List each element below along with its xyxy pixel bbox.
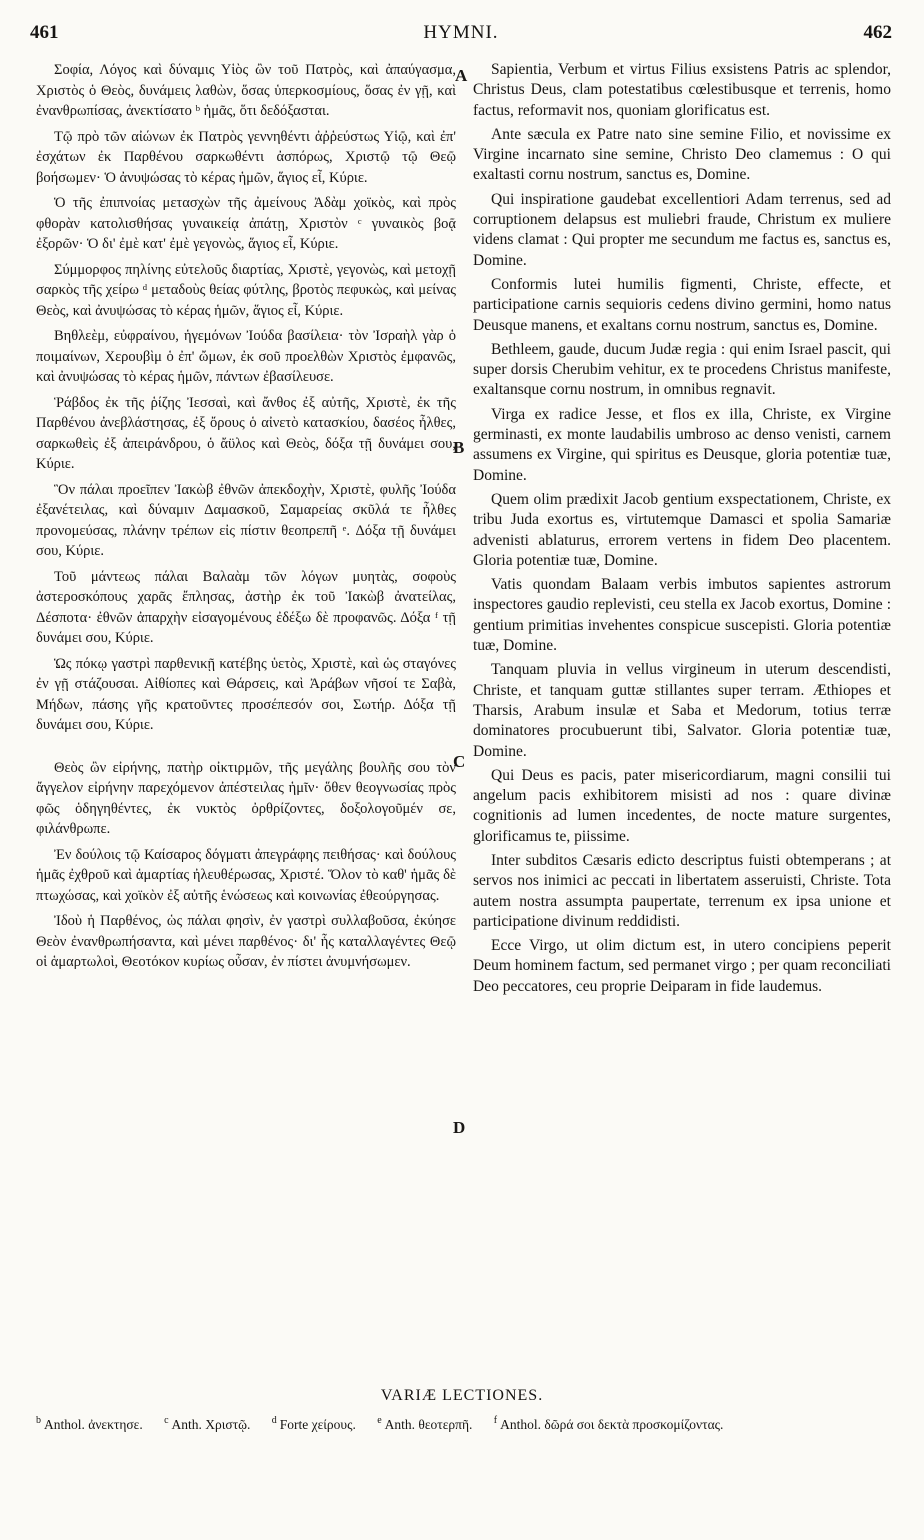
greek-paragraph-12: Ἰδοὺ ἡ Παρθένος, ὡς πάλαι φησὶν, ἐν γαστρὶ συλλαβοῦσα, ἐκύησε Θεὸν ἐνανθρωπήσαντα, καὶ μένει παρθένος· δι' ἧς καταλλαγέντες Θεῷ οἱ ἁμαρτωλοὶ, Θεοτόκον κυρίως οὖσαν, ἐν πίστει ἀνυμνήσωμεν. — [36, 913, 456, 970]
running-title: HYMNI. — [423, 22, 499, 43]
greek-paragraph-8: Τοῦ μάντεως πάλαι Βαλαὰμ τῶν λόγων μυητὰς, σοφοὺς ἀστεροσκόπους χαρᾶς ἔπλησας, ἀστὴρ ἐκ τοῦ Ἰακὼβ ἀνατείλας, Δέσποτα· ἐθνῶν ἀπαρχὴν εἰσαγομένους ἐδέξω δὲ προφανῶς. Δόξα ᶠ τῇ δυνάμει σου, Κύριε. — [36, 568, 456, 646]
page-number-right: 462 — [863, 22, 892, 43]
footnote-c — [164, 1417, 250, 1432]
latin-paragraph-3: Qui inspiratione gaudebat excellentiori Adam terrenus, sed ad corruptionem delapsus est muliebri fraude, Christum ex muliere videns clamat : Qui propter me secundum me factus es, sanctus es, Domine. — [473, 190, 891, 269]
greek-paragraph-7: Ὃν πάλαι προεῖπεν Ἰακὼβ ἐθνῶν ἀπεκδοχὴν, Χριστὲ, φυλῆς Ἰούδα ἐξανέτειλας, καὶ δύναμιν Δαμασκοῦ, Σαμαρείας σκῦλά τε ἦλθες προνομεύσας, πλάνην τρέπων εἰς πίστιν θεοπρεπῆ ᵉ. Δόξα τῇ δυνάμει σου, Κύριε. — [36, 481, 456, 559]
footnote-mark: d — [271, 1415, 277, 1426]
latin-paragraph-12: Ecce Virgo, ut olim dictum est, in utero concipiens peperit Deum hominem factum, sed permanet virgo ; per quam reconciliati Deo peccatores, ceu proprie Deiparam in fide laudemus. — [473, 937, 891, 995]
footnote-mark: c — [164, 1415, 169, 1426]
greek-paragraph-6: Ῥάβδος ἐκ τῆς ῥίζης Ἰεσσαὶ, καὶ ἄνθος ἐξ αὐτῆς, Χριστὲ, ἐκ τῆς Παρθένου ἀνεβλάστησας, ἐξ ὄρους ὁ αἰνετὸ κατασκίου, δασέος ἦλθες, σαρκωθεὶς ἐξ ἀπειράνδρου, ὁ ἄϋλος καὶ Θεὸς, δόξα τῇ δυνάμει σου, Κύριε. — [36, 394, 456, 472]
latin-paragraph-5: Bethleem, gaude, ducum Judæ regia : qui enim Israel pascit, qui super dorsis Cherubim vehitur, ex te procedens Christus manifeste, exaltansque cornu nostrum, in omnibus regnavit. — [473, 340, 891, 399]
footnote-mark: b — [36, 1415, 41, 1426]
footnote-b — [36, 1417, 143, 1432]
latin-column — [473, 60, 891, 1001]
latin-paragraph-11: Inter subditos Cæsaris edicto descriptus fuisti obtemperans ; at servos nos inimici ac peccati in libertatem asseruisti, Christe. Tota autem nostra assumpta paupertate, terrenum ex ipsa unione et participatione divinum reddidisti. — [473, 851, 891, 930]
greek-column — [36, 60, 456, 978]
greek-paragraph-10: Θεὸς ὢν εἰρήνης, πατὴρ οἰκτιρμῶν, τῆς μεγάλης βουλῆς σου τὸν ἄγγελον εἰρήνην παρεχόμενον ἀπέστειλας ἡμῖν· ὅθεν θεογνωσίας πρὸς φῶς ὁδηγηθέντες, ἐκ νυκτὸς ὀρθρίζοντες, δοξολογοῦμέν σε, φιλάνθρωπε. — [36, 759, 456, 837]
footnote-text: Anthol. ἀνεκτησε. — [44, 1416, 143, 1432]
greek-paragraph-4: Σύμμορφος πηλίνης εὐτελοῦς διαρτίας, Χριστὲ, γεγονὼς, καὶ μετοχῇ σαρκὸς τῆς χείρω ᵈ μεταδοὺς θείας φύτλης, βροτὸς πεφυκὼς, καὶ μείνας Θεὸς, καὶ ἀνυψώσας τὸ κέρας ἡμῶν, ἅγιος εἶ, Κύριε. — [36, 261, 456, 319]
latin-paragraph-1: Sapientia, Verbum et virtus Filius exsistens Patris ac splendor, Christus Deus, clam potestatibus cœlestibusque et terrenis, homo factus, reformavit nos, quoniam glorificatus est. — [473, 61, 891, 119]
latin-paragraph-10: Qui Deus es pacis, pater misericordiarum, magni consilii tui angelum pacis exhibitorem misisti ad nos : quare divinæ cognitionis ad lumen incedentes, de nocte mature surgentes, glorificamus te, piissime. — [473, 766, 891, 845]
variae-lectiones-title: VARIÆ LECTIONES. — [380, 1387, 544, 1404]
greek-paragraph-5: Βηθλεὲμ, εὐφραίνου, ἡγεμόνων Ἰούδα βασίλεια· τὸν Ἰσραὴλ γὰρ ὁ ποιμαίνων, Χερουβὶμ ὁ ἐπ' ὤμων, ἐκ σοῦ προελθὼν Χριστὸς ἐμφανῶς, καὶ ἀνυψώσας τὸ κέρας ἡμῶν, πάντων ἐβασίλευσε. — [36, 328, 456, 385]
footnote-e — [377, 1417, 472, 1432]
greek-paragraph-9: Ὡς πόκῳ γαστρὶ παρθενικῇ κατέβης ὑετὸς, Χριστὲ, καὶ ὡς σταγόνες ἐν γῇ στάζουσαι. Αἰθίοπες καὶ Θάρσεις, καὶ Ἀράβων νῆσοί τε Σαβὰ, Μήδων, πάσης γῆς κρατοῦντες προσέπεσόν σοι, Σωτήρ. Δόξα τῇ δυνάμει σου, Κύριε. — [36, 655, 456, 733]
greek-paragraph-1: Σοφία, Λόγος καὶ δύναμις Υἱὸς ὢν τοῦ Πατρὸς, καὶ ἀπαύγασμα, Χριστὸς ὁ Θεὸς, δυνάμεις λαθὼν, ὅσας ὑπερκοσμίους, ὅσας ἐν γῇ, καὶ ἐνανθρωπίσας, ἀνεκτίσατο ᵇ ἡμᾶς, ὅτι δεδόξασται. — [36, 62, 456, 119]
footnote-d — [272, 1417, 356, 1432]
margin-marker-c: C — [453, 752, 466, 771]
latin-paragraph-7: Quem olim prædixit Jacob gentium exspectationem, Christe, ex tribu Juda exortus es, virtutemque Damasci et spolia Samariæ advenisti ablaturus, errorem vertens in fidem Deo placentem. Gloria potentiæ tuæ, Domine. — [473, 490, 891, 569]
footnote-text: Anth. Χριστῷ. — [171, 1416, 251, 1432]
footnote-f — [494, 1417, 724, 1432]
latin-paragraph-6: Virga ex radice Jesse, et flos ex illa, Christe, ex Virgine germinasti, ex monte laudabilis umbroso ac denso venisti, carnem assumens ex Virgine, qui spiritus es Deusque, gloria potentiæ tuæ, Domine. — [473, 405, 891, 484]
margin-marker-d: D — [453, 1118, 466, 1137]
latin-paragraph-9: Tanquam pluvia in vellus virgineum in uterum descendisti, Christe, et tanquam guttæ stillantes super terram. Æthiopes et Tharsis, Arabum insulæ et Saba et Medorum, totius terræ dominatores procubuerunt tibi, Salvator. Gloria potentiæ tuæ, Domine. — [473, 661, 891, 760]
running-header — [30, 22, 892, 52]
variae-lectiones-notes — [36, 1411, 890, 1434]
latin-paragraph-4: Conformis lutei humilis figmenti, Christe, effecte, et participatione carnis sequioris cedens divino germini, homo natus Deusque manens, et exaltans cornu nostrum, sanctus es, Domine. — [473, 275, 891, 334]
latin-paragraph-8: Vatis quondam Balaam verbis imbutos sapientes astrorum inspectores gaudio replevisti, ceu stella ex Jacob exortus, Domine : gentium primitias invehentes conspicue suscepisti. Gloria potentiæ tuæ, Domine. — [473, 576, 891, 655]
footnote-mark: f — [493, 1415, 498, 1426]
margin-marker-b: B — [453, 438, 465, 457]
margin-marker-a: A — [455, 66, 468, 85]
greek-paragraph-3: Ὁ τῆς ἐπιπνοίας μετασχὼν τῆς ἀμείνους Ἀδὰμ χοϊκὸς, καὶ πρὸς φθορὰν κατολισθήσας γυναικείᾳ ἀπάτῃ, Χριστὸν ᶜ γυναικὸς βοᾷ ἐξορῶν· Ὁ δι' ἐμὲ κατ' ἐμὲ γεγονὼς, ἅγιος εἶ, Κύριε. — [36, 195, 456, 252]
footnote-text: Forte χείρους. — [279, 1416, 356, 1432]
greek-paragraph-11: Ἐν δούλοις τῷ Καίσαρος δόγματι ἀπεγράφης πειθήσας· καὶ δούλους ἡμᾶς ἐχθροῦ καὶ ἁμαρτίας ἠλευθέρωσας, Χριστέ. Ὅλον τὸ καθ' ἡμᾶς δὲ πτωχώσας, καὶ χοϊκὸν ἐξ αὐτῆς ἑνώσεως καὶ κοινωνίας ἐθεούργησας. — [36, 846, 456, 904]
footnote-text: Anthol. δῶρά σοι δεκτὰ προσκομίζοντας. — [500, 1416, 724, 1432]
footnote-mark: e — [377, 1415, 382, 1426]
footnote-text: Anth. θεοτερπῆ. — [384, 1416, 473, 1432]
page-number-left: 461 — [30, 22, 59, 43]
latin-paragraph-2: Ante sæcula ex Patre nato sine semine Filio, et novissime ex Virgine incarnato sine semine, Christo Deo clamemus : O qui exaltasti cornu nostrum, sanctus es, Domine. — [473, 125, 891, 184]
greek-paragraph-2: Τῷ πρὸ τῶν αἰώνων ἐκ Πατρὸς γεννηθέντι ἀῤῥεύστως Υἱῷ, καὶ ἐπ' ἐσχάτων ἐκ Παρθένου σαρκωθέντι ἀσπόρως, Χριστῷ τῷ Θεῷ βοήσωμεν· Ὁ ἀνυψώσας τὸ κέρας ἡμῶν, ἅγιος εἶ, Κύριε. — [36, 128, 456, 186]
